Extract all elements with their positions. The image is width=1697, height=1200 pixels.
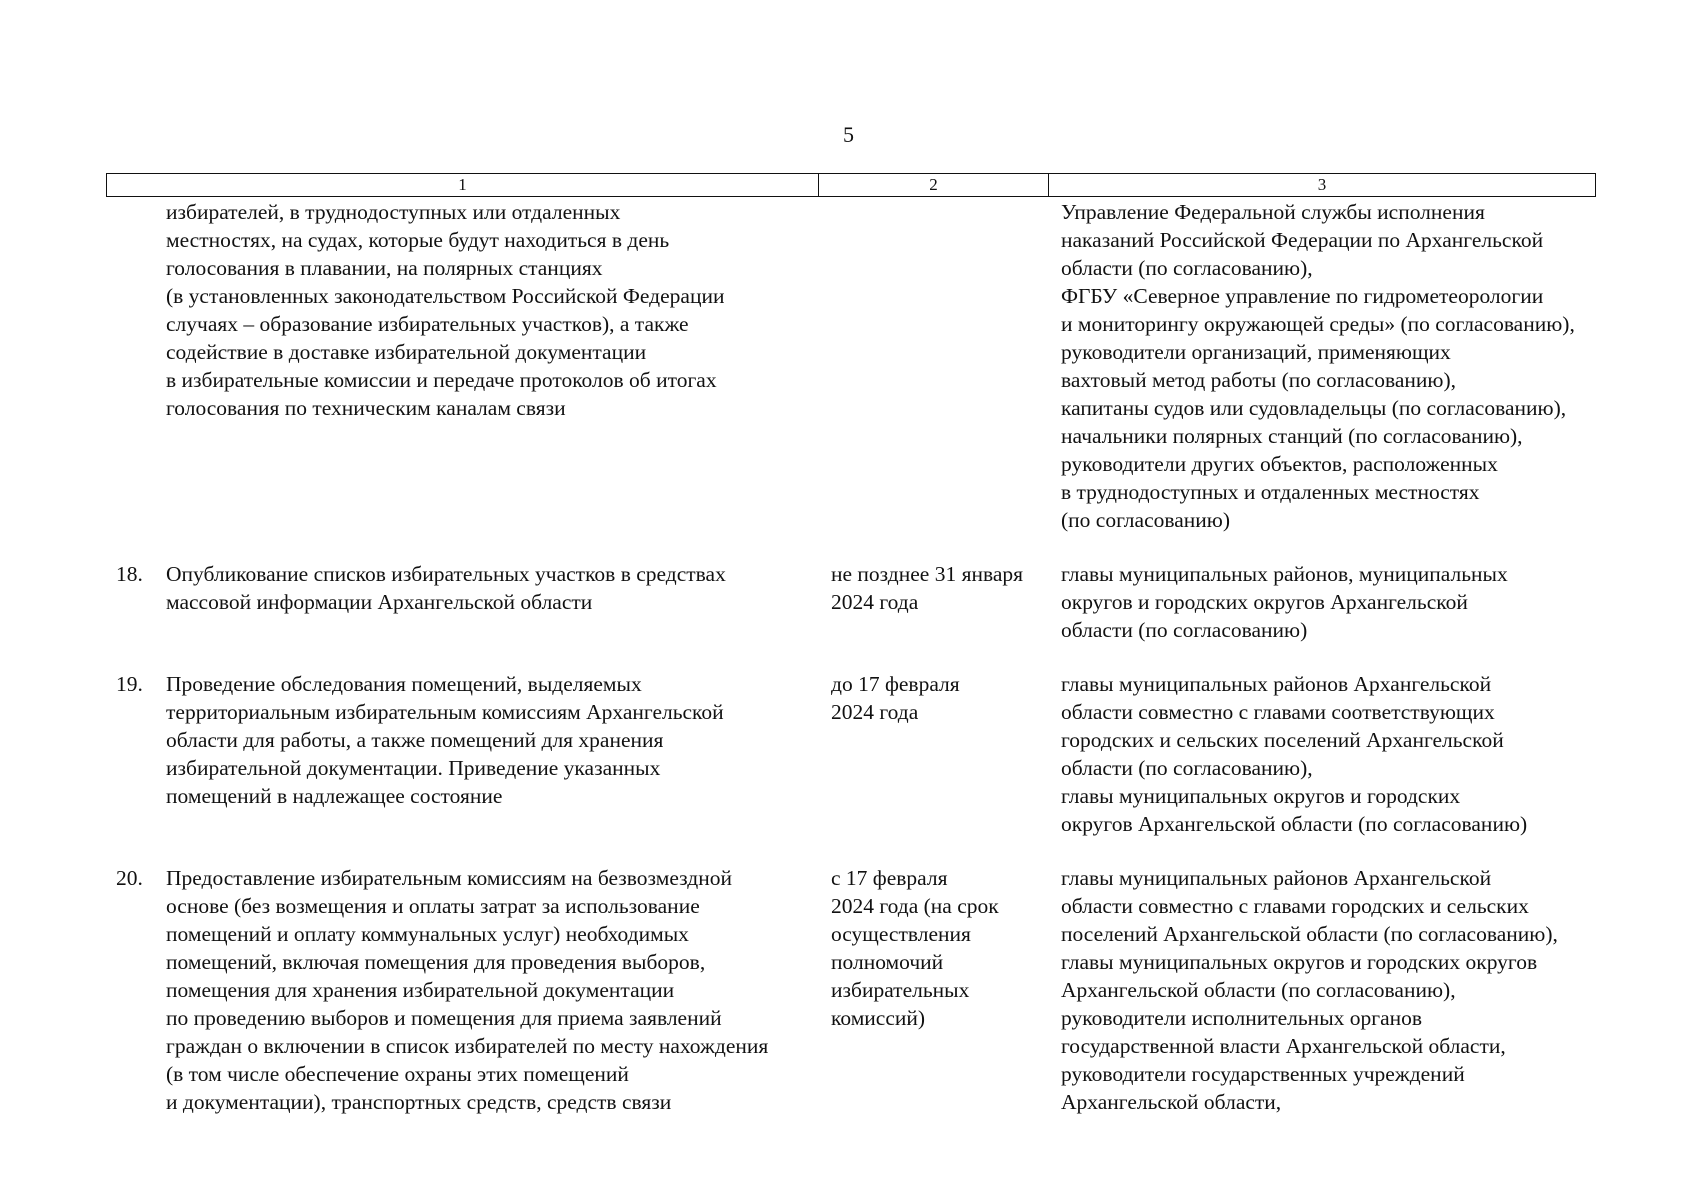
header-col-2: 2	[819, 174, 1049, 196]
text-line: Архангельской области,	[1061, 1090, 1282, 1114]
text-line: руководители исполнительных органов	[1061, 1006, 1423, 1030]
text-line: помещений в надлежащее состояние	[166, 784, 503, 808]
text-line: 2024 года	[831, 590, 919, 614]
text-line: содействие в доставке избирательной документации	[166, 340, 647, 364]
text-line: Опубликование списков избирательных участков в средствах	[166, 562, 726, 586]
text-line: городских и сельских поселений Архангельской	[1061, 728, 1504, 752]
text-line: голосования по техническим каналам связи	[166, 396, 566, 420]
text-line: области (по согласованию)	[1061, 618, 1308, 642]
text-line: избирателей, в труднодоступных или отдаленных	[166, 200, 621, 224]
text-line: массовой информации Архангельской области	[166, 590, 593, 614]
row-description	[166, 560, 823, 644]
text-line: главы муниципальных округов и городских	[1061, 784, 1461, 808]
row-responsible	[1053, 198, 1596, 534]
text-line: граждан о включении в список избирателей по месту нахождения	[166, 1034, 769, 1058]
text-line: области (по согласованию),	[1061, 256, 1313, 280]
text-line: 2024 года	[831, 700, 919, 724]
text-line: случаях – образование избирательных участков), а также	[166, 312, 689, 336]
row-number: 20.	[116, 866, 143, 890]
text-line: области совместно с главами городских и сельских	[1061, 894, 1529, 918]
text-line: помещения для хранения избирательной документации	[166, 978, 675, 1002]
text-line: главы муниципальных районов Архангельской	[1061, 866, 1492, 890]
header-col-3: 3	[1317, 175, 1327, 194]
text-line: по проведению выборов и помещения для приема заявлений	[166, 1006, 722, 1030]
row-deadline	[823, 560, 1053, 644]
header-col-1: 1	[107, 174, 819, 196]
row-description	[166, 864, 823, 1116]
text-line: вахтовый метод работы (по согласованию),	[1061, 368, 1456, 392]
table-header	[106, 173, 1596, 197]
table-row	[106, 670, 1596, 838]
text-line: Проведение обследования помещений, выделяемых	[166, 672, 642, 696]
row-number: 19.	[116, 672, 143, 696]
text-line: округов Архангельской области (по согласованию)	[1061, 812, 1528, 836]
table-row	[106, 560, 1596, 644]
text-line: помещений и оплату коммунальных услуг) необходимых	[166, 922, 689, 946]
text-line: главы муниципальных районов, муниципальных	[1061, 562, 1508, 586]
text-line: осуществления	[831, 922, 971, 946]
text-line: голосования в плавании, на полярных станциях	[166, 256, 603, 280]
text-line: и мониторингу окружающей среды» (по согласованию),	[1061, 312, 1575, 336]
text-line: (по согласованию)	[1061, 508, 1231, 532]
text-line: ФГБУ «Северное управление по гидрометеорологии	[1061, 284, 1544, 308]
page-number: 5	[843, 122, 854, 147]
text-line: наказаний Российской Федерации по Архангельской	[1061, 228, 1544, 252]
text-line: поселений Архангельской области (по согласованию),	[1061, 922, 1558, 946]
text-line: Предоставление избирательным комиссиям на безвозмездной	[166, 866, 732, 890]
text-line: округов и городских округов Архангельской	[1061, 590, 1468, 614]
text-line: начальники полярных станций (по согласованию),	[1061, 424, 1523, 448]
text-line: избирательной документации. Приведение указанных	[166, 756, 661, 780]
row-description	[166, 198, 823, 534]
text-line: основе (без возмещения и оплаты затрат за использование	[166, 894, 700, 918]
text-line: помещений, включая помещения для проведения выборов,	[166, 950, 706, 974]
text-line: местностях, на судах, которые будут находиться в день	[166, 228, 670, 252]
text-line: руководители организаций, применяющих	[1061, 340, 1451, 364]
text-line: (в установленных законодательством Российской Федерации	[166, 284, 725, 308]
text-line: руководители других объектов, расположенных	[1061, 452, 1498, 476]
text-line: 2024 года (на срок	[831, 894, 999, 918]
row-responsible	[1053, 670, 1596, 838]
row-responsible	[1053, 560, 1596, 644]
text-line: руководители государственных учреждений	[1061, 1062, 1465, 1086]
row-deadline	[823, 670, 1053, 838]
row-number	[106, 198, 166, 534]
text-line: в труднодоступных и отдаленных местностях	[1061, 480, 1480, 504]
text-line: области для работы, а также помещений для хранения	[166, 728, 664, 752]
text-line: до 17 февраля	[831, 672, 960, 696]
text-line: области совместно с главами соответствующих	[1061, 700, 1495, 724]
text-line: Управление Федеральной службы исполнения	[1061, 200, 1485, 224]
text-line: государственной власти Архангельской области,	[1061, 1034, 1506, 1058]
text-line: избирательных	[831, 978, 970, 1002]
row-responsible	[1053, 864, 1596, 1116]
table-body	[106, 198, 1596, 1116]
row-deadline	[823, 198, 1053, 534]
text-line: территориальным избирательным комиссиям Архангельской	[166, 700, 724, 724]
text-line: не позднее 31 января	[831, 562, 1024, 586]
text-line: и документации), транспортных средств, средств связи	[166, 1090, 672, 1114]
text-line: в избирательные комиссии и передаче протоколов об итогах	[166, 368, 717, 392]
text-line: с 17 февраля	[831, 866, 948, 890]
table-row	[106, 198, 1596, 534]
row-deadline	[823, 864, 1053, 1116]
text-line: полномочий	[831, 950, 944, 974]
text-line: главы муниципальных округов и городских округов	[1061, 950, 1538, 974]
text-line: Архангельской области (по согласованию),	[1061, 978, 1456, 1002]
text-line: главы муниципальных районов Архангельской	[1061, 672, 1492, 696]
text-line: комиссий)	[831, 1006, 926, 1030]
table-row	[106, 864, 1596, 1116]
row-number: 18.	[116, 562, 143, 586]
text-line: (в том числе обеспечение охраны этих помещений	[166, 1062, 629, 1086]
row-description	[166, 670, 823, 838]
text-line: области (по согласованию),	[1061, 756, 1313, 780]
text-line: капитаны судов или судовладельцы (по согласованию),	[1061, 396, 1567, 420]
